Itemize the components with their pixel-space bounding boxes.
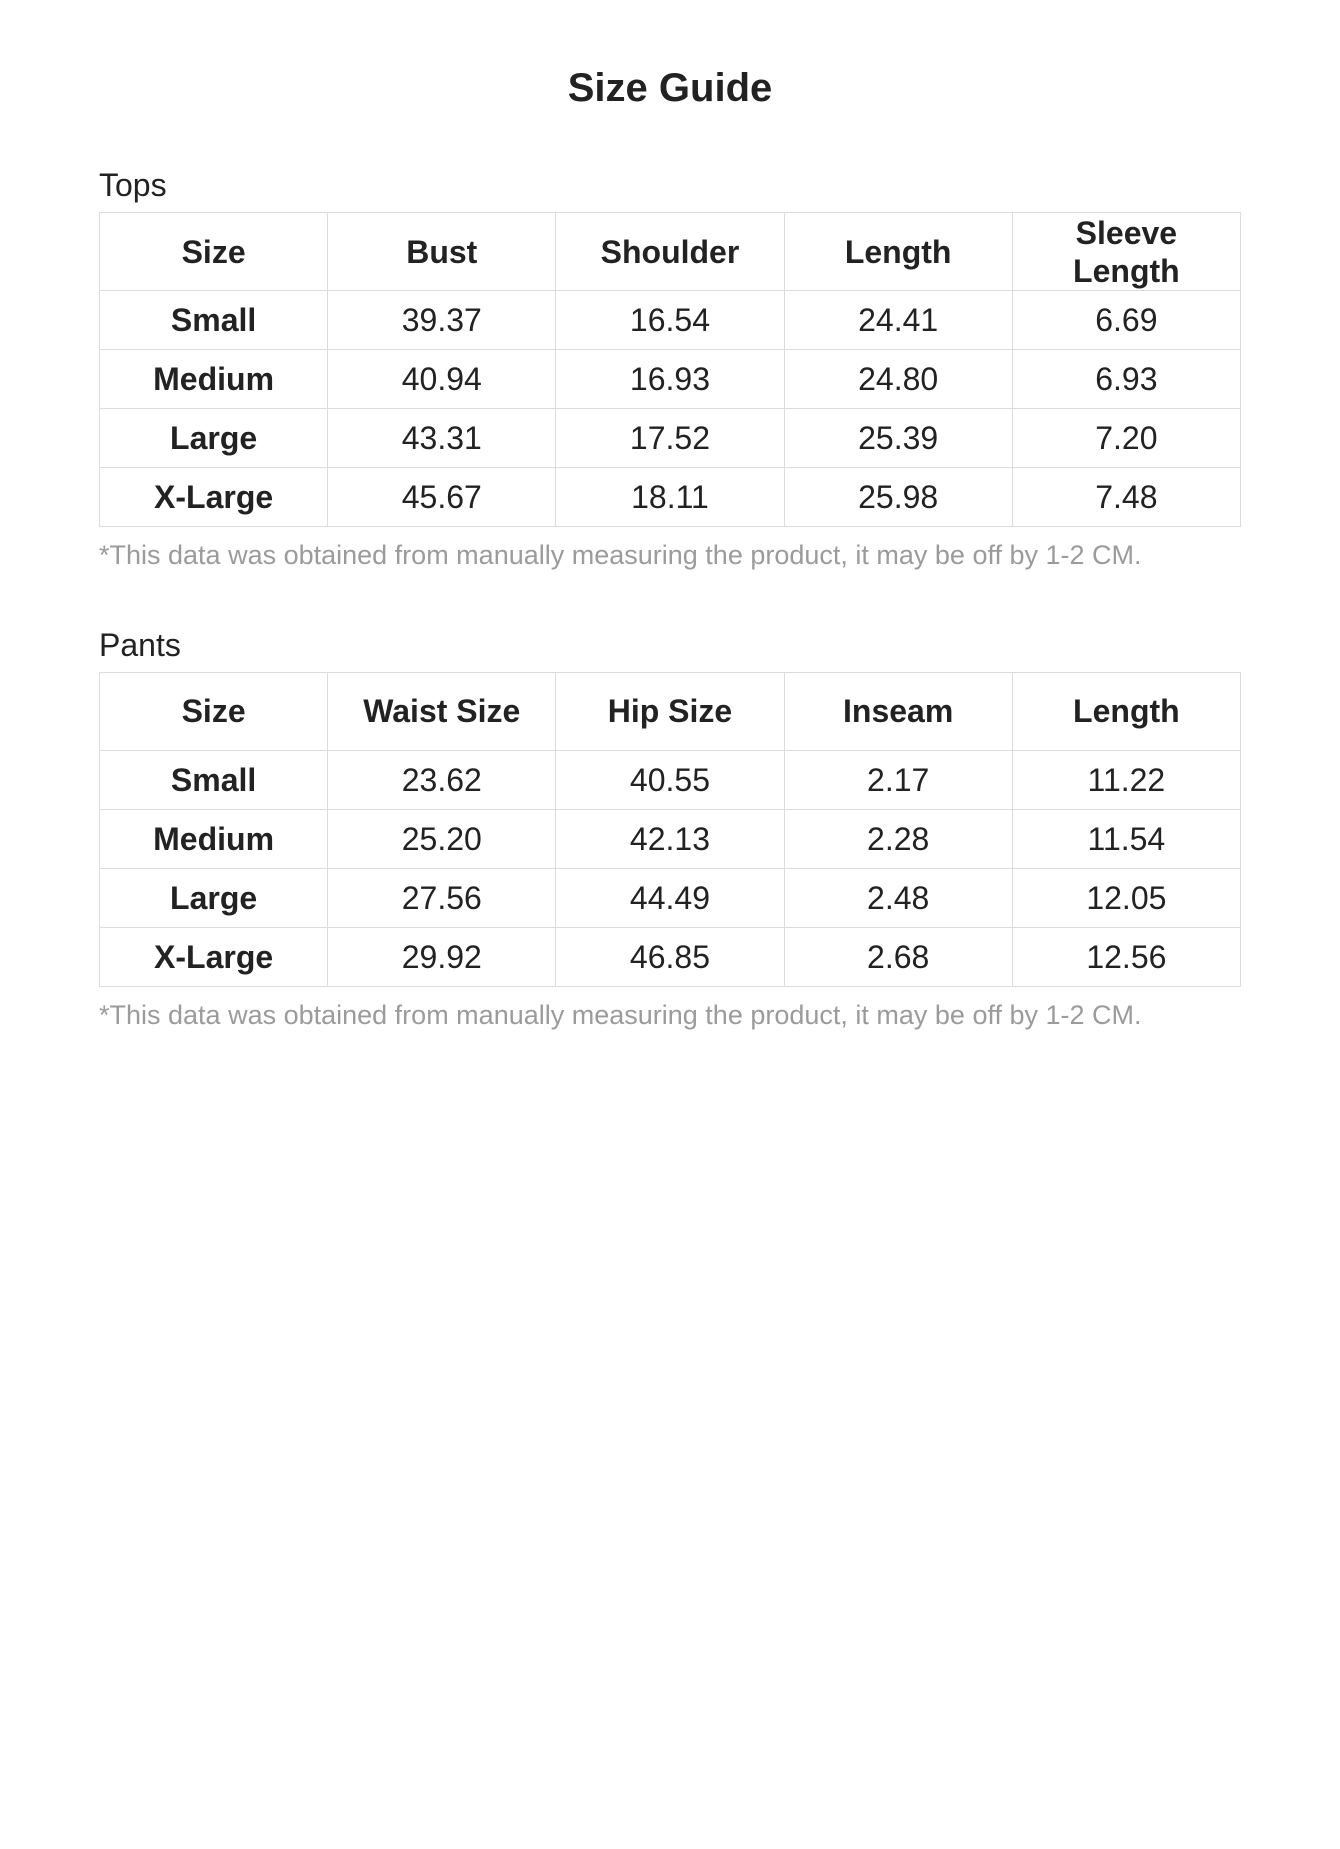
size-cell: Large [100,869,328,928]
table-row [100,350,1241,409]
table-row [100,291,1241,350]
value-cell: 12.05 [1012,869,1240,928]
value-cell: 23.62 [328,751,556,810]
table-row [100,409,1241,468]
table-row [100,869,1241,928]
column-header: Length [1012,673,1240,751]
column-header: Hip Size [556,673,784,751]
value-cell: 24.80 [784,350,1012,409]
size-cell: Medium [100,350,328,409]
section-tops [99,166,1241,572]
value-cell: 40.55 [556,751,784,810]
value-cell: 16.93 [556,350,784,409]
page-title: Size Guide [567,66,773,110]
value-cell: 44.49 [556,869,784,928]
value-cell: 18.11 [556,468,784,527]
value-cell: 45.67 [328,468,556,527]
column-header: Size [100,673,328,751]
pants-size-table [99,672,1241,987]
value-cell: 25.98 [784,468,1012,527]
value-cell: 39.37 [328,291,556,350]
table-row [100,468,1241,527]
value-cell: 2.17 [784,751,1012,810]
value-cell: 12.56 [1012,928,1240,987]
table-row [100,928,1241,987]
value-cell: 7.20 [1012,409,1240,468]
size-cell: Small [100,291,328,350]
value-cell: 25.20 [328,810,556,869]
size-guide-page [99,64,1241,1032]
value-cell: 6.69 [1012,291,1240,350]
section-label-pants: Pants [99,626,181,663]
value-cell: 29.92 [328,928,556,987]
size-cell: X-Large [100,928,328,987]
value-cell: 46.85 [556,928,784,987]
value-cell: 16.54 [556,291,784,350]
header-row [100,213,1241,291]
value-cell: 2.48 [784,869,1012,928]
table-row [100,810,1241,869]
value-cell: 6.93 [1012,350,1240,409]
value-cell: 2.28 [784,810,1012,869]
value-cell: 17.52 [556,409,784,468]
value-cell: 25.39 [784,409,1012,468]
value-cell: 27.56 [328,869,556,928]
column-header: Waist Size [328,673,556,751]
size-cell: Large [100,409,328,468]
value-cell: 24.41 [784,291,1012,350]
header-row [100,673,1241,751]
section-pants [99,626,1241,1032]
size-cell: X-Large [100,468,328,527]
column-header: Sleeve Length [1012,213,1240,291]
column-header: Length [784,213,1012,291]
value-cell: 40.94 [328,350,556,409]
section-label-tops: Tops [99,167,167,203]
value-cell: 11.22 [1012,751,1240,810]
table-row [100,751,1241,810]
size-cell: Medium [100,810,328,869]
value-cell: 42.13 [556,810,784,869]
value-cell: 43.31 [328,409,556,468]
tops-size-table [99,212,1241,527]
column-header: Shoulder [556,213,784,291]
value-cell: 7.48 [1012,468,1240,527]
column-header: Bust [328,213,556,291]
size-cell: Small [100,751,328,810]
measurement-note-tops: *This data was obtained from manually measuring the product, it may be off by 1-2 CM. [99,540,1142,571]
column-header: Size [100,213,328,291]
value-cell: 11.54 [1012,810,1240,869]
value-cell: 2.68 [784,928,1012,987]
measurement-note-pants: *This data was obtained from manually measuring the product, it may be off by 1-2 CM. [99,1000,1142,1031]
column-header: Inseam [784,673,1012,751]
